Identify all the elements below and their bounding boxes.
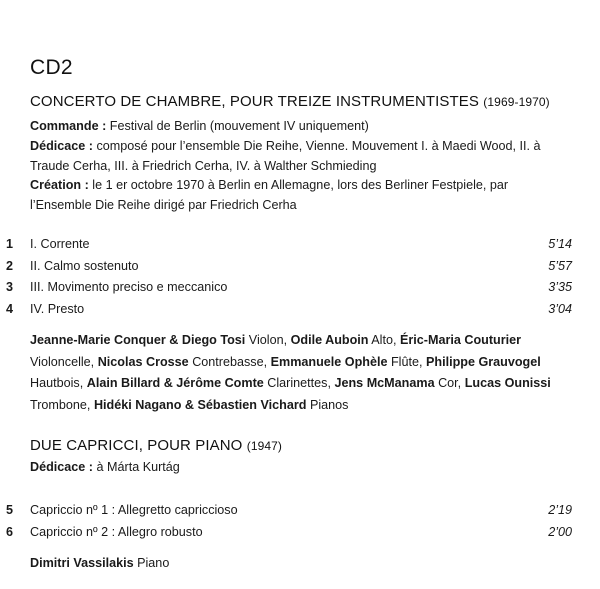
commande-line — [30, 117, 578, 137]
track-duration: 5’14 — [548, 237, 572, 251]
performer-role: Alto, — [371, 333, 397, 347]
track-title: Capriccio nº 2 : Allegro robusto — [30, 524, 203, 539]
work-title-concerto — [30, 93, 550, 110]
performer-name: Philippe Grauvogel — [425, 354, 541, 369]
track-title: III. Movimento preciso e meccanico — [30, 280, 228, 295]
dedicace-label: Dédicace : — [30, 460, 93, 474]
track-duration: 2’00 — [548, 524, 572, 539]
work-years: (1969-1970) — [483, 95, 550, 109]
dedicace-text: composé pour l’ensemble Die Reihe, Vienne. Mouvement I. à Maedi Wood, II. à Traude Cerha, III. à Friedrich Cerha, IV. à Walther Schmieding — [30, 139, 541, 173]
dedicace-line — [30, 458, 578, 478]
commande-label: Commande : — [30, 119, 107, 133]
performer-role: Flûte, — [390, 354, 423, 369]
track-number: 6 — [6, 524, 14, 539]
creation-paragraph — [30, 176, 550, 215]
work-title-capricci — [30, 437, 282, 454]
track-list-concerto — [0, 234, 600, 320]
track-title: Capriccio nº 1 : Allegretto capriccioso — [30, 503, 238, 517]
track-row — [0, 277, 600, 299]
track-row — [0, 522, 600, 544]
performer-role: Cor, — [438, 376, 462, 390]
track-row — [0, 500, 600, 522]
track-row — [0, 256, 600, 278]
performer-name: Hidéki Nagano & Sébastien Vichard — [93, 397, 307, 412]
performer-role: Pianos — [309, 397, 349, 412]
performer-role: Violoncelle, — [30, 354, 95, 369]
performer-name: Emmanuele Ophèle — [270, 354, 388, 369]
performer-role: Clarinettes, — [267, 376, 331, 390]
performer-role: Hautbois, — [30, 376, 84, 390]
track-duration: 3’35 — [548, 280, 572, 295]
performer-name: Nicolas Crosse — [97, 354, 189, 369]
performer-role: Trombone, — [30, 397, 91, 412]
track-row — [0, 299, 600, 321]
track-title: II. Calmo sostenuto — [30, 258, 139, 273]
track-number: 3 — [6, 280, 14, 295]
dedicace-label: Dédicace : — [30, 139, 93, 153]
track-number: 5 — [6, 503, 14, 517]
track-list-capricci — [0, 500, 600, 543]
dedicace-paragraph — [30, 137, 570, 176]
creation-text: le 1 er octobre 1970 à Berlin en Allemagne, lors des Berliner Festpiele, par l’Ensemble Die Reihe dirigé par Friedrich Cerha — [30, 178, 509, 212]
commande-text: Festival de Berlin (mouvement IV uniquement) — [109, 119, 369, 133]
track-row — [0, 234, 600, 256]
performer-name: Éric-Maria Couturier — [399, 333, 522, 347]
performers-paragraph — [30, 330, 575, 416]
performer-role: Piano — [137, 556, 170, 570]
cd-label: CD2 — [30, 56, 73, 79]
track-duration: 5’57 — [548, 258, 572, 273]
performer-role: Contrebasse, — [192, 354, 268, 369]
performer-name: Jens McManama — [334, 376, 435, 390]
work-title-text: DUE CAPRICCI, POUR PIANO — [30, 437, 243, 454]
work-title-text: CONCERTO DE CHAMBRE, POUR TREIZE INSTRUMENTISTES — [30, 93, 480, 110]
track-number: 2 — [6, 258, 14, 273]
performers-line — [30, 553, 575, 575]
performer-name: Jeanne-Marie Conquer & Diego Tosi — [30, 333, 246, 347]
performer-name: Alain Billard & Jérôme Comte — [86, 376, 264, 390]
performer-name: Lucas Ounissi — [464, 376, 551, 390]
performer-role: Violon, — [248, 333, 288, 347]
performer-name: Odile Auboin — [290, 333, 369, 347]
track-number: 4 — [6, 301, 14, 316]
track-number: 1 — [6, 237, 14, 251]
track-duration: 2’19 — [548, 503, 572, 517]
dedicace-text: à Márta Kurtág — [96, 460, 180, 474]
work-years: (1947) — [246, 439, 283, 453]
creation-label: Création : — [30, 178, 89, 192]
track-title: I. Corrente — [30, 237, 90, 251]
performer-name: Dimitri Vassilakis — [30, 556, 134, 570]
track-title: IV. Presto — [30, 301, 85, 316]
track-duration: 3’04 — [548, 301, 572, 316]
